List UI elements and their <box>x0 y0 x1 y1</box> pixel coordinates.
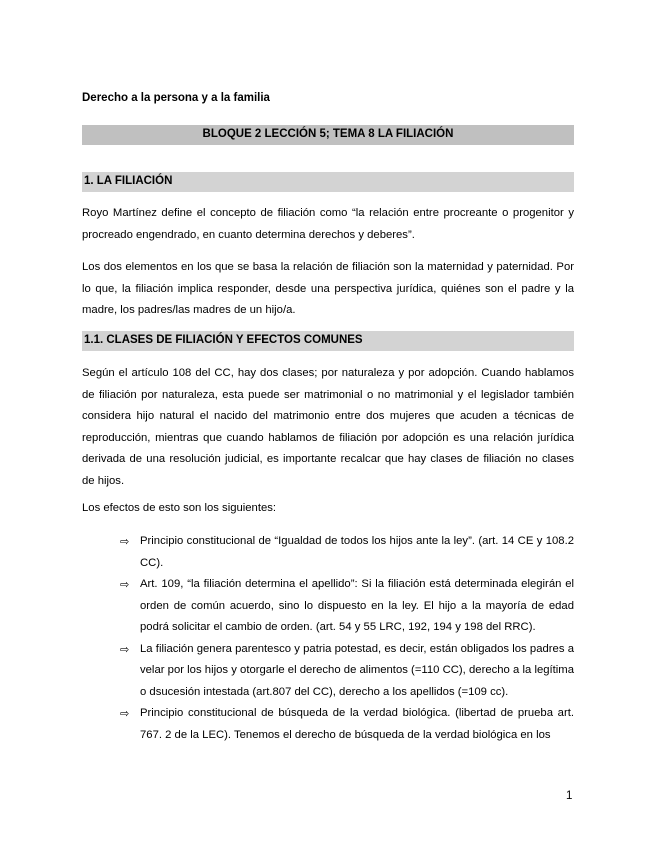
list-item <box>120 703 574 746</box>
list-item <box>120 639 574 704</box>
document-title: Derecho a la persona y a la familia <box>82 92 270 104</box>
efectos-list <box>120 531 574 746</box>
paragraph-clases: Según el artículo 108 del CC, hay dos clases; por naturaleza y por adopción. Cuando hablamos de filiación por naturaleza, esta puede ser matrimonial o no matrimonial y el legislador también considera hijo natural el nacido del matrimonio entre dos mujeres que acuden a técnicas de reproducción, mientras que cuando hablamos de filiación por adopción es una relación jurídica derivada de una resolución judicial, es importante recalcar que hay clases de filiación no clases de hijos. <box>82 367 574 487</box>
list-item-text: Art. 109, “la filiación determina el apellido”: Si la filiación está determinada elegirán el orden de común acuerdo, sino lo dispuesto en la ley. El hijo a la mayoría de edad podrá solicitar el cambio de orden. (art. 54 y 55 LRC, 192, 194 y 198 del RRC). <box>140 578 574 633</box>
arrow-right-icon: ⇨ <box>120 535 130 548</box>
page-number: 1 <box>566 790 573 802</box>
paragraph-elements: Los dos elementos en los que se basa la relación de filiación son la maternidad y paternidad. Por lo que, la filiación implica responder, desde una perspectiva jurídica, quiénes son el padre y la madre, los padres/las madres de un hijo/a. <box>82 261 574 316</box>
list-item-text: La filiación genera parentesco y patria potestad, es decir, están obligados los padres a velar por los hijos y otorgarle el derecho de alimentos (=110 CC), derecho a la legítima o dsucesión intestada (art.807 del CC), derecho a los apellidos (=109 cc). <box>140 642 574 698</box>
list-item <box>120 574 574 639</box>
block-heading: BLOQUE 2 LECCIÓN 5; TEMA 8 LA FILIACIÓN <box>82 125 574 145</box>
list-item-text: Principio constitucional de “Igualdad de todos los hijos ante la ley”. (art. 14 CE y 108.2 CC). <box>140 535 574 569</box>
section-heading-clases: 1.1. CLASES DE FILIACIÓN Y EFECTOS COMUNES <box>82 331 574 351</box>
arrow-right-icon: ⇨ <box>120 578 130 591</box>
list-item-text: Principio constitucional de búsqueda de la verdad biológica. (libertad de prueba art. 767. 2 de la LEC). Tenemos el derecho de búsqueda de la verdad biológica en los <box>140 707 574 741</box>
paragraph-definition: Royo Martínez define el concepto de filiación como “la relación entre procreante o progenitor y procreado engendrado, en cuanto determina derechos y deberes”. <box>82 207 574 241</box>
section-heading-filiacion: 1. LA FILIACIÓN <box>82 172 574 192</box>
list-item <box>120 531 574 574</box>
arrow-right-icon: ⇨ <box>120 642 130 656</box>
paragraph-efectos-intro: Los efectos de esto son los siguientes: <box>82 502 277 514</box>
arrow-right-icon: ⇨ <box>120 707 130 720</box>
